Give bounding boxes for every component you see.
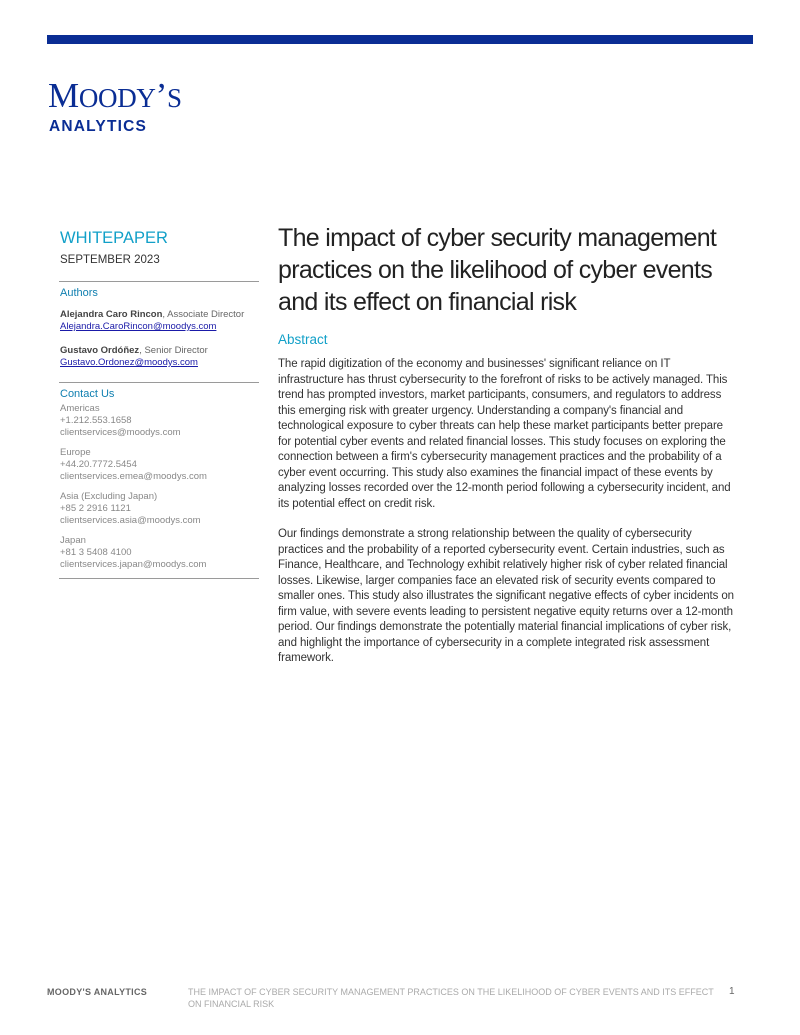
abstract-heading: Abstract [278,332,328,347]
divider [59,382,259,383]
main-content [278,222,738,667]
contact-email: clientservices.japan@moodys.com [60,559,207,570]
document-date: SEPTEMBER 2023 [60,254,160,266]
contact-region: Asia (Excluding Japan) [60,491,158,502]
abstract-paragraph: Our findings demonstrate a strong relationship between the quality of cybersecurity practices and the probability of a reported cybersecurity event. Certain industries, such as Finance, Healthcare, and Technology exhibit relatively higher risk of cyber related financial losses. Likewise, larger companies face an elevated risk of security events compared to smaller ones. This study also illustrates the significant negative effects of cyber incidents on firm value, with severe events leading to persistent negative equity returns over a 12-month period. Our findings demonstrate the potentially material financial implications of cyber risk, and highlight the importance of cybersecurity in a complete integrated risk assessment framework. [278,528,734,664]
footer-title: THE IMPACT OF CYBER SECURITY MANAGEMENT PRACTICES ON THE LIKELIHOOD OF CYBER EVENTS AND ITS EFFECT ON FINANCIAL RISK [188,987,714,1009]
contact-region: Americas [60,403,100,414]
header-rule [47,35,753,44]
contact-heading: Contact Us [60,388,115,400]
contact-region: Europe [60,447,91,458]
contact-phone: +81 3 5408 4100 [60,547,132,558]
contact-phone: +85 2 2916 1121 [60,503,131,514]
contact-email: clientservices.emea@moodys.com [60,471,207,482]
moodys-analytics-logo [48,78,182,136]
page-number: 1 [729,986,735,997]
divider [59,578,259,579]
logo-subtitle: ANALYTICS [49,118,148,135]
footer-brand: MOODY'S ANALYTICS [47,987,148,997]
divider [59,281,259,282]
contact-email: clientservices.asia@moodys.com [60,515,201,526]
contact-europe [60,447,259,483]
sidebar [60,228,259,579]
abstract-paragraph: The rapid digitization of the economy and businesses' significant reliance on IT infrastructure has thrust cybersecurity to the forefront of risks to be actively managed. This trend has prompted investors, market participants, consumers, and regulators to address this emerging risk with greater urgency. Understanding a company's financial and technological exposure to cyber threats can help these market participants better prepare for potential cyber events and related financial losses. This study focuses on exploring the connection between a firm's cybersecurity management practices and the probability of a cyber event occurring. This study also examines the financial impact of these events by analyzing losses recorded over the 12-month period following a cybersecurity incident, and its potential effect on credit risk. [278,358,731,510]
author-email-link[interactable]: Alejandra.CaroRincon@moodys.com [60,321,217,332]
author-email-link[interactable]: Gustavo.Ordonez@moodys.com [60,357,198,368]
contact-email: clientservices@moodys.com [60,427,181,438]
contact-japan [60,535,259,571]
authors-heading: Authors [60,287,98,299]
logo-wordmark: MOODY’S [48,76,182,115]
author-role: , Senior Director [139,345,208,356]
contact-phone: +44.20.7772.5454 [60,459,137,470]
author-name: Gustavo Ordóñez [60,345,140,356]
contact-americas [60,403,259,439]
author-entry [60,345,259,369]
paper-title: The impact of cyber security management practices on the likelihood of cyber events and its effect on financial risk [278,224,717,316]
contact-asia [60,491,259,527]
contact-phone: +1.212.553.1658 [60,415,132,426]
contact-region: Japan [60,535,86,546]
author-entry [60,309,259,333]
author-name: Alejandra Caro Rincon [60,309,163,320]
document-type: WHITEPAPER [60,229,168,247]
author-role: , Associate Director [162,309,245,320]
